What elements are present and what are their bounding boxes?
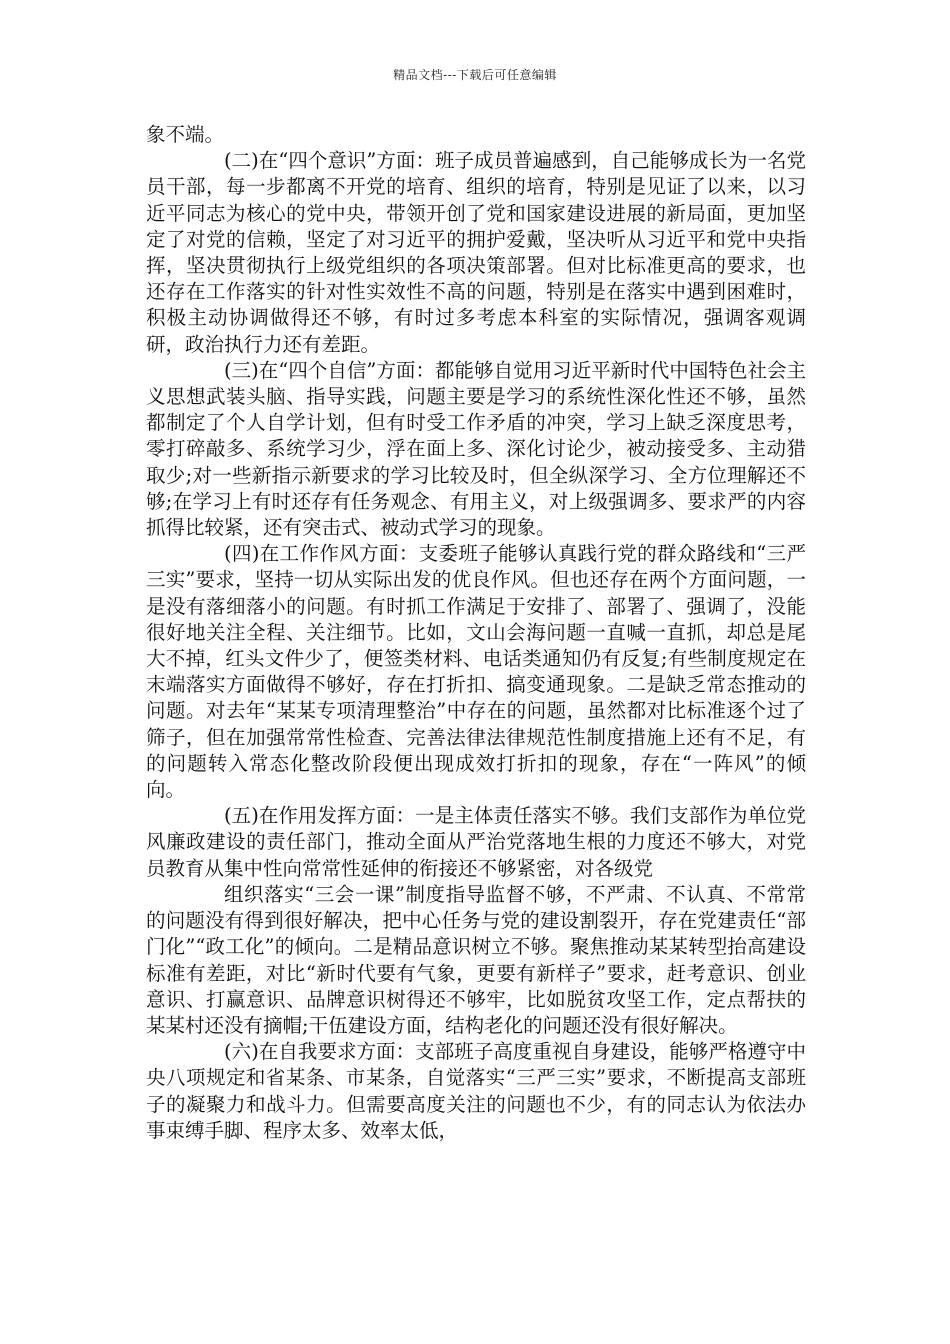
paragraph-work-style: (四)在工作作风方面：支委班子能够认真践行党的群众路线和“三严三实”要求，坚持一切从实际出发的优良作风。但也还存在两个方面问题，一是没有落细落小的问题。有时抓工作满足于安排了、部署了、强调了，没能很好地关注全程、关注细节。比如，文山会海问题一直喊一直抓，却总是尾大不掉，红头文件少了，便签类材料、电话类通知仍有反复;有些制度规定在末端落实方面做得不够好，存在打折扣、搞变通现象。二是缺乏常态推动的问题。对去年“某某专项清理整治”中存在的问题，虽然都对比标准逐个过了筛子，但在加强常常性检查、完善法律法律规范性制度措施上还有不足，有的问题转入常态化整改阶段便出现成效打折扣的现象，存在“一阵风”的倾向。 [146, 542, 806, 802]
paragraph-continuation: 象不端。 [146, 123, 225, 146]
paragraph-four-consciousness: (二)在“四个意识”方面：班子成员普遍感到，自己能够成长为一名党员干部，每一步都离不开党的培育、组织的培育，特别是见证了以来，以习近平同志为核心的党中央，带领开创了党和国家建设进展的新局面，更加坚定了对党的信赖，坚定了对习近平的拥护爱戴，坚决听从习近平和党中央指挥，坚决贯彻执行上级党组织的各项决策部署。但对比标准更高的要求，也还存在工作落实的针对性实效性不高的问题，特别是在落实中遇到困难时，积极主动协调做得还不够，有时过多考虑本科室的实际情况，强调客观调研，政治执行力还有差距。 [146, 149, 806, 356]
paragraph-self-requirement: (六)在自我要求方面：支部班子高度重视自身建设，能够严格遵守中央八项规定和省某条、市某条，自觉落实“三严三实”要求，不断提高支部班子的凝聚力和战斗力。但需要高度关注的问题也不少，有的同志认为依法办事束缚手脚、程序太多、效率太低， [146, 1040, 806, 1142]
paragraph-role-play-continued: 组织落实“三会一课”制度指导监督不够，不严肃、不认真、不常常的问题没有得到很好解决，把中心任务与党的建设割裂开，存在党建责任“部门化”“政工化”的倾向。二是精品意识树立不够。聚焦推动某某转型抬高建设标准有差距，对比“新时代要有气象，更要有新样子”要求，赶考意识、创业意识、打赢意识、品牌意识树得还不够牢，比如脱贫攻坚工作，定点帮扶的某某村还没有摘帽;干伍建设方面，结构老化的问题还没有很好解决。 [146, 882, 806, 1037]
document-body [146, 122, 806, 1144]
paragraph-role-play: (五)在作用发挥方面：一是主体责任落实不够。我们支部作为单位党风廉政建设的责任部门，推动全面从严治党落地生根的力度还不够大，对党员教育从集中性向常常性延伸的衔接还不够紧密，对各级党 [146, 804, 806, 880]
paragraph-four-confidences: (三)在“四个自信”方面：都能够自觉用习近平新时代中国特色社会主义思想武装头脑、指导实践，问题主要是学习的系统性深化性还不够，虽然都制定了个人自学计划，但有时受工作矛盾的冲突，学习上缺乏深度思考，零打碎敲多、系统学习少，浮在面上多、深化讨论少，被动接受多、主动猎取少;对一些新指示新要求的学习比较及时，但全纵深学习、全方位理解还不够;在学习上有时还存有任务观念、有用主义，对上级强调多、要求严的内容抓得比较紧，还有突击式、被动式学习的现象。 [146, 358, 806, 540]
page-header: 精品文档---下载后可任意编辑 [393, 68, 557, 82]
